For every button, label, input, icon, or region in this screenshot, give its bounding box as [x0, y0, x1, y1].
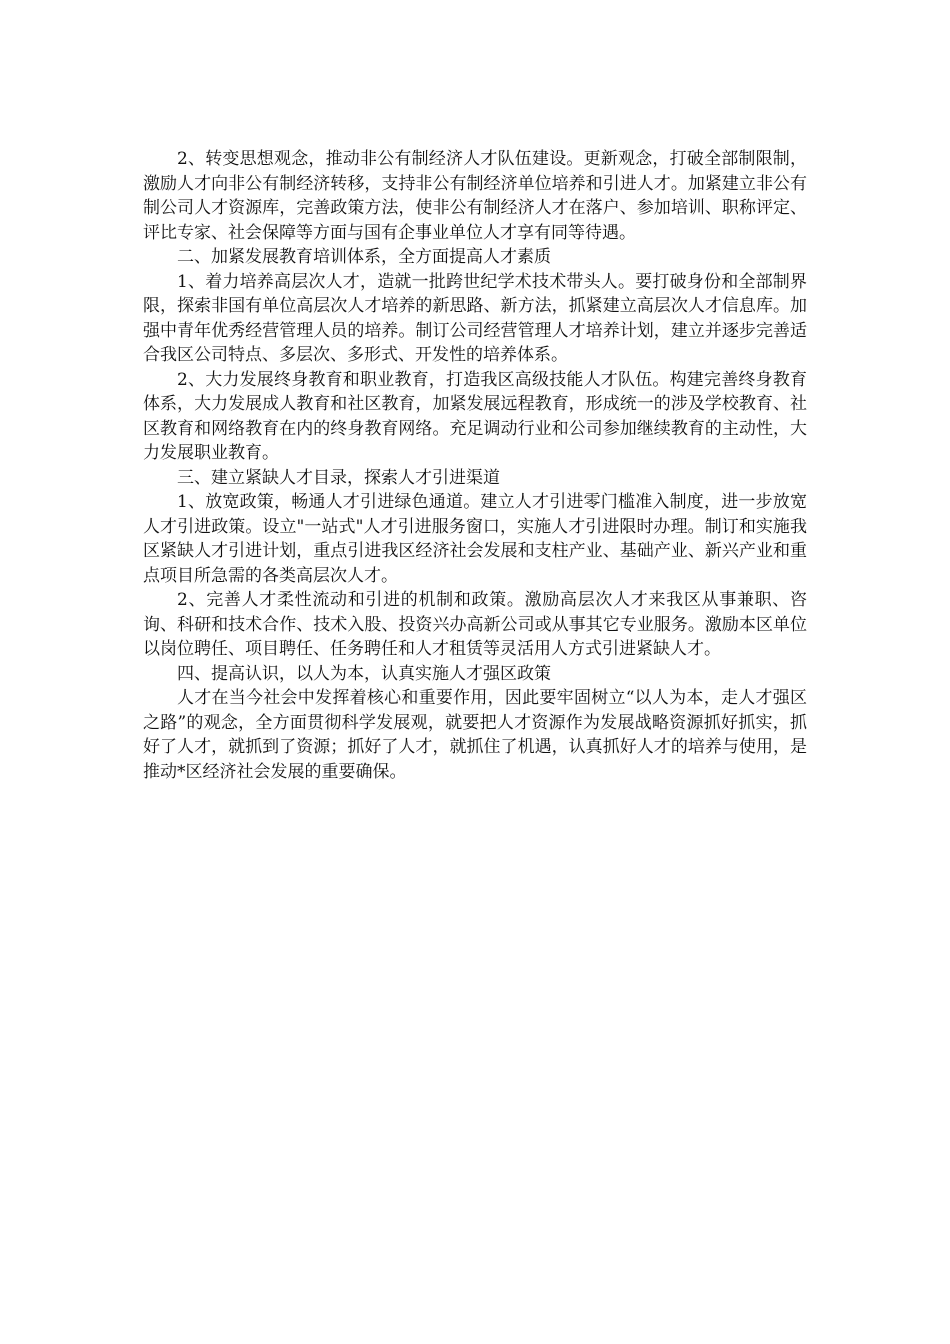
paragraph-flexible-flow: 2、完善人才柔性流动和引进的机制和政策。激励高层次人才来我区从事兼职、咨询、科研和技术合作、技术入股、投资兴办高新公司或从事其它专业服务。激励本区单位以岗位聘任、项目聘任、任务聘任和人才租赁等灵活用人方式引进紧缺人才。 — [143, 590, 807, 659]
document-body — [143, 147, 807, 784]
paragraph-nonpublic-talent: 2、转变思想观念，推动非公有制经济人才队伍建设。更新观念，打破全部制限制，激励人才向非公有制经济转移，支持非公有制经济单位培养和引进人才。加紧建立非公有制公司人才资源库，完善政策方法，使非公有制经济人才在落户、参加培训、职称评定、评比专家、社会保障等方面与国有企事业单位人才享有同等待遇。 — [143, 149, 807, 243]
heading-people-oriented: 四、提高认识，以人为本，认真实施人才强区政策 — [177, 663, 551, 684]
paragraph-high-level-talent: 1、着力培养高层次人才，造就一批跨世纪学术技术带头人。要打破身份和全部制界限，探索非国有单位高层次人才培养的新思路、新方法，抓紧建立高层次人才信息库。加强中青年优秀经营管理人员的培养。制订公司经营管理人才培养计划，建立并逐步完善适合我区公司特点、多层次、多形式、开发性的培养体系。 — [143, 271, 807, 365]
paragraph-conclusion: 人才在当今社会中发挥着核心和重要作用，因此要牢固树立“以人为本，走人才强区之路”的观念，全方面贯彻科学发展观，就要把人才资源作为发展战略资源抓好抓实，抓好了人才，就抓到了资源；抓好了人才，就抓住了机遇，认真抓好人才的培养与使用，是推动*区经济社会发展的重要确保。 — [143, 688, 807, 782]
heading-education-training: 二、加紧发展教育培训体系，全方面提高人才素质 — [177, 247, 551, 267]
paragraph-relax-policy: 1、放宽政策，畅通人才引进绿色通道。建立人才引进零门槛准入制度，进一步放宽人才引进政策。设立"一站式"人才引进服务窗口，实施人才引进限时办理。制订和实施我区紧缺人才引进计划，重点引进我区经济社会发展和支柱产业、基础产业、新兴产业和重点项目所急需的各类高层次人才。 — [143, 492, 807, 586]
paragraph-lifelong-education: 2、大力发展终身教育和职业教育，打造我区高级技能人才队伍。构建完善终身教育体系，大力发展成人教育和社区教育，加紧发展远程教育，形成统一的涉及学校教育、社区教育和网络教育在内的终身教育网络。充足调动行业和公司参加继续教育的主动性，大力发展职业教育。 — [143, 369, 807, 463]
heading-talent-catalog: 三、建立紧缺人才目录，探索人才引进渠道 — [177, 467, 500, 488]
